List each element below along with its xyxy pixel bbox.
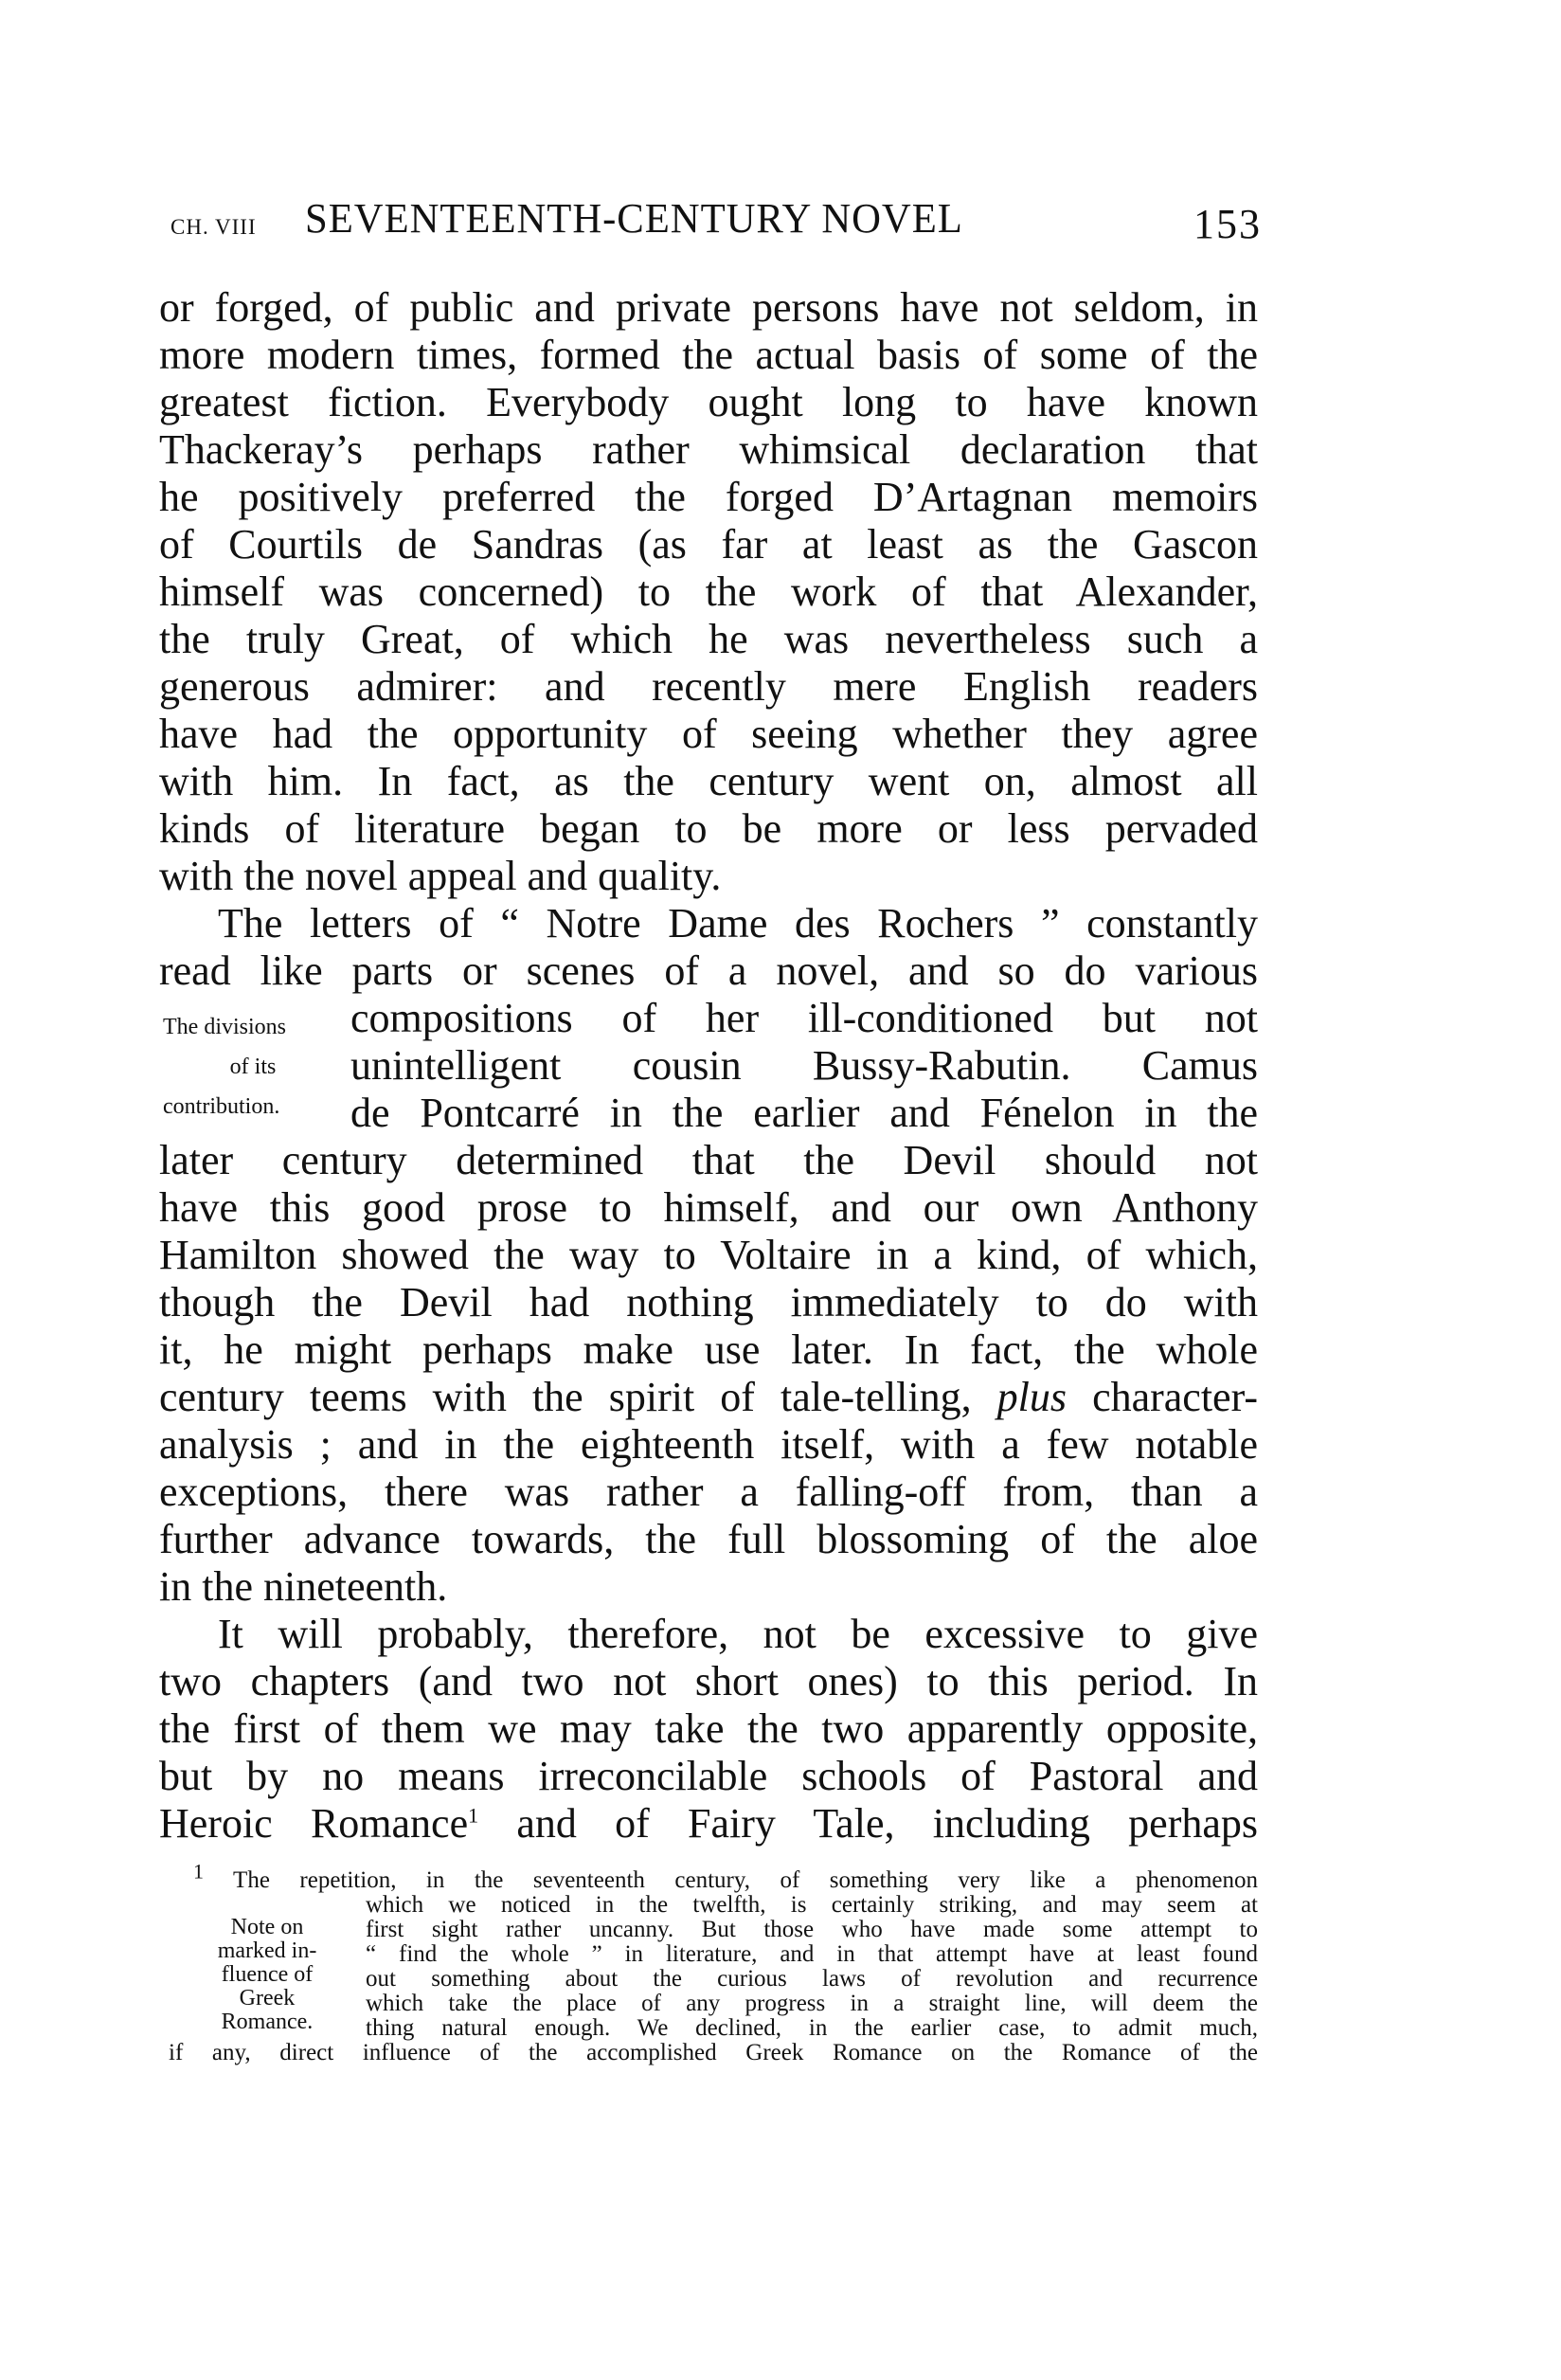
- chapter-label: CH. VIII: [170, 215, 257, 239]
- footnote-reference[interactable]: 1: [468, 1803, 479, 1828]
- body-line: with the novel appeal and quality.: [159, 853, 722, 899]
- body-line: exceptions, there was rather a falling-off from, than a: [159, 1469, 1258, 1515]
- footnote-line: “ find the whole ” in literature, and in that attempt have at least found: [366, 1941, 1258, 1967]
- footnote-side-note-line: Greek: [239, 1986, 296, 2010]
- footnote-line: first sight rather uncanny. But those who have made some attempt to: [366, 1917, 1258, 1942]
- paragraph-start-line: It will probably, therefore, not be excessive to give: [218, 1611, 1258, 1657]
- body-line: compositions of her ill-conditioned but not: [350, 995, 1258, 1041]
- body-line: have this good prose to himself, and our own Anthony: [159, 1184, 1258, 1231]
- footnote-line: which we noticed in the twelfth, is certainly striking, and may seem at: [366, 1892, 1258, 1918]
- body-line: generous admirer: and recently mere English readers: [159, 663, 1258, 710]
- body-line: later century determined that the Devil should not: [159, 1137, 1258, 1183]
- footnote-marker: 1: [193, 1859, 204, 1884]
- body-line: he positively preferred the forged D’Artagnan memoirs: [159, 474, 1258, 520]
- body-line: with him. In fact, as the century went on, almost all: [159, 758, 1258, 804]
- body-line: unintelligent cousin Bussy-Rabutin. Camus: [350, 1042, 1258, 1089]
- body-line: or forged, of public and private persons have not seldom, in: [159, 284, 1258, 331]
- footnote-line: thing natural enough. We declined, in the earlier case, to admit much,: [366, 2015, 1258, 2041]
- footnote-side-note-line: Note on: [230, 1915, 304, 1939]
- paragraph-start-line: The letters of “ Notre Dame des Rochers ” constantly: [218, 900, 1258, 947]
- italic-word: plus: [996, 1374, 1067, 1420]
- footnote-line: out something about the curious laws of revolution and recurrence: [366, 1966, 1258, 1992]
- body-line: further advance towards, the full blossoming of the aloe: [159, 1516, 1258, 1562]
- margin-note-line: contribution.: [163, 1094, 280, 1119]
- footnote-side-note-line: Romance.: [221, 2010, 314, 2034]
- body-line: the first of them we may take the two apparently opposite,: [159, 1705, 1258, 1752]
- body-line: kinds of literature began to be more or less pervaded: [159, 805, 1258, 852]
- body-line-with-footnote-ref: [159, 1800, 1258, 1848]
- body-line: analysis ; and in the eighteenth itself, with a few notable: [159, 1421, 1258, 1468]
- body-line: greatest fiction. Everybody ought long to have known: [159, 379, 1258, 425]
- footnote-line: which take the place of any progress in a straight line, will deem the: [366, 1991, 1258, 2016]
- body-line: have had the opportunity of seeing whether they agree: [159, 711, 1258, 757]
- chapter-title: SEVENTEENTH-CENTURY NOVEL: [305, 195, 963, 242]
- body-line: of Courtils de Sandras (as far at least as the Gascon: [159, 521, 1258, 568]
- footnote-line: if any, direct influence of the accomplished Greek Romance on the Romance of the: [169, 2040, 1258, 2065]
- body-line: himself was concerned) to the work of that Alexander,: [159, 568, 1258, 615]
- body-line: in the nineteenth.: [159, 1563, 448, 1610]
- body-line: more modern times, formed the actual basis of some of the: [159, 332, 1258, 378]
- body-line: but by no means irreconcilable schools of Pastoral and: [159, 1753, 1258, 1799]
- body-line: though the Devil had nothing immediately to do with: [159, 1279, 1258, 1325]
- text-span: century teems with the spirit of tale-telling,: [159, 1374, 972, 1420]
- text-span: Heroic Romance: [159, 1800, 469, 1847]
- text-span: and of Fairy Tale, including perhaps: [516, 1800, 1259, 1847]
- footnote-side-note-line: marked in-: [217, 1938, 317, 1963]
- margin-note-line: The divisions: [163, 1015, 286, 1039]
- footnote-side-note-line: fluence of: [221, 1962, 314, 1987]
- body-line: de Pontcarré in the earlier and Fénelon in the: [350, 1090, 1258, 1136]
- body-line: read like parts or scenes of a novel, and so do various: [159, 947, 1258, 994]
- body-line: two chapters (and two not short ones) to this period. In: [159, 1658, 1258, 1704]
- body-line: Thackeray’s perhaps rather whimsical declaration that: [159, 426, 1258, 473]
- body-line-with-italic: [159, 1374, 1258, 1421]
- page-number: 153: [1193, 201, 1262, 247]
- footnote-first-line: [193, 1859, 1258, 1893]
- body-line: it, he might perhaps make use later. In fact, the whole: [159, 1326, 1258, 1373]
- body-line: Hamilton showed the way to Voltaire in a kind, of which,: [159, 1232, 1258, 1278]
- text-span: The repetition, in the seventeenth century, of something very like a phenomenon: [233, 1867, 1258, 1893]
- text-span: character-: [1092, 1374, 1259, 1420]
- margin-note-line: of its: [229, 1055, 277, 1079]
- running-head: [170, 194, 1260, 251]
- body-line: the truly Great, of which he was nevertheless such a: [159, 616, 1258, 662]
